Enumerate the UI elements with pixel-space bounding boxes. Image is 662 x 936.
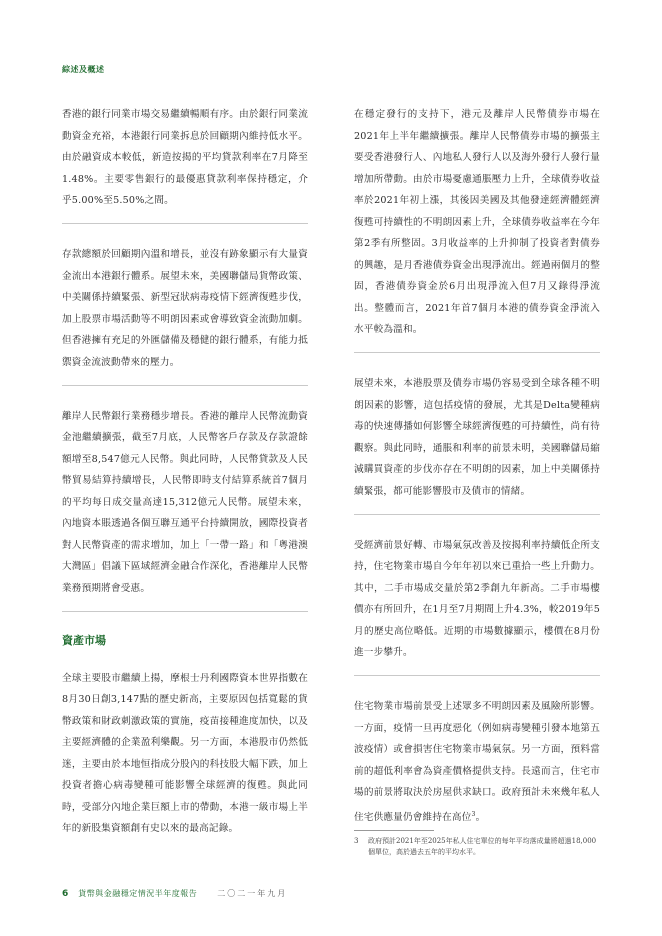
left-paragraph-3: 離岸人民幣銀行業務穩步增長。香港的離岸人民幣流動資金池繼續擴張，截至7月底，人民幣客戶存款及存款證餘額增至8,547億元人民幣。與此同時，人民幣貸款及人民幣貿易結算持續增長，人民幣即時支付結算系統首7個月的平均每日成交量高達15,312億元人民幣。展望未來，內地資本賬透過各個互聯互通平台持續開放，國際投資者對人民幣資產的需求增加，加上「一帶一路」和「粵港澳大灣區」倡議下區域經濟金融合作深化，香港離岸人民幣業務預期將會受惠。 — [62, 410, 308, 594]
right-column — [354, 104, 600, 850]
divider — [354, 352, 600, 353]
footnote-number: 3 — [354, 837, 359, 845]
right-paragraph-4: 住宅物業市場前景受上述眾多不明朗因素及風險所影響。一方面，疫情一旦再度惡化（例如病毒變種引發本地第五波疫情）或會損害住宅物業市場氣氛。另一方面，預料當前的超低利率會為資產價格提供支持。長遠而言，住宅市場的前景將取決於房屋供求缺口。政府預計未來幾年私人住宅供應量仍會維持在高位$^3$。 — [354, 701, 600, 823]
footnote-ref[interactable]: 3 — [471, 810, 476, 818]
divider — [354, 514, 600, 515]
right-paragraph-1: 在穩定發行的支持下，港元及離岸人民幣債券市場在2021年上半年繼續擴張。離岸人民幣債券市場的擴張主要受香港發行人、內地私人發行人以及海外發行人發行量增加所帶動。由於市場憂慮通脹壓力上升，全球債券收益率於2021年初上漲，其後因美國及其他發達經濟體經濟復甦可持續性的不明朗因素上升，全球債券收益率在今年第2季有所整固。3月收益率的上升抑制了投資者對債券的興趣，是月香港債券資金出現淨流出。經過兩個月的整固，香港債券資金於6月出現淨流入但7月又錄得淨流出。整體而言，2021年首7個月本港的債券資金淨流入水平較為溫和。 — [354, 109, 600, 335]
left-paragraph-1: 香港的銀行同業市場交易繼續暢順有序。由於銀行同業流動資金充裕，本港銀行同業拆息於回顧期內維持低水平。由於融資成本較低，新造按揭的平均貸款利率在7月降至1.48%。主要零售銀行的最優惠貸款利率保持穩定，介乎5.00%至5.50%之間。 — [62, 109, 308, 206]
divider — [62, 611, 308, 612]
section-tag: 綜述及概述 — [62, 65, 105, 74]
right-paragraph-2: 展望未來，本港股票及債券市場仍容易受到全球各種不明朗因素的影響，這包括疫情的發展，尤其是Delta變種病毒的快速傳播如何影響全球經濟復甦的可持續性，尚有待觀察。與此同時，通脹和利率的前景未明，美國聯儲局縮減購買資產的步伐亦存在不明朗的因素，加上中美關係持續緊張，都可能影響股市及債市的情緒。 — [354, 378, 600, 497]
divider — [62, 223, 308, 224]
right-paragraph-4-text: 住宅物業市場前景受上述眾多不明朗因素及風險所影響。一方面，疫情一旦再度惡化（例如病毒變種引發本地第五波疫情）或會損害住宅物業市場氣氛。另一方面，預料當前的超低利率會為資產價格提供支持。長遠而言，住宅市場的前景將取決於房屋供求缺口。政府預計未來幾年私人住宅供應量仍會維持在高位 — [354, 701, 600, 823]
left-paragraph-2: 存款總額於回顧期內溫和增長，並沒有跡象顯示有大量資金流出本港銀行體系。展望未來，美國聯儲局貨幣政策、中美關係持續緊張、新型冠狀病毒疫情下經濟復甦步伐，加上股票市場活動等不明朗因素或會導致資金流動加劇。但香港擁有充足的外匯儲備及穩健的銀行體系，有能力抵禦資金流波動帶來的壓力。 — [62, 249, 308, 368]
section-heading-asset-markets: 資產市場 — [62, 633, 106, 647]
divider — [354, 675, 600, 676]
divider — [62, 385, 308, 386]
footnote-rule — [354, 830, 434, 831]
footnote-text: 政府預計2021年至2025年私人住宅單位的每年平均落成量將超過18,000個單位，高於過去五年的平均水平。 — [368, 837, 597, 856]
left-paragraph-4: 全球主要股市繼續上揚，摩根士丹利國際資本世界指數在8月30日創3,147點的歷史新高，主要原因包括寬鬆的貨幣政策和財政刺激政策的實施，疫苗接種進度加快，以及主要經濟體的企業盈利樂觀。另一方面，本港股市仍然低迷，主要由於本地恒指成分股內的科技股大幅下跌，加上投資者擔心病毒變種可能影響全球經濟的復甦。與此同時，受部分內地企業巨額上市的帶動，本港一級市場上半年的新股集資額創有史以來的最高記錄。 — [62, 672, 308, 834]
report-date: 二〇二一年九月 — [217, 889, 288, 898]
footnote — [354, 836, 602, 858]
right-paragraph-3: 受經濟前景好轉、市場氣氛改善及按揭利率持續低企所支持，住宅物業市場自今年年初以來已重拾一些上升動力。其中，二手市場成交量於第2季創九年新高。二手市場樓價亦有所回升，在1月至7月期間上升4.3%，較2019年5月的歷史高位略低。近期的市場數據顯示，樓價在8月份進一步攀升。 — [354, 539, 600, 658]
page-footer — [62, 888, 287, 899]
page-number: 6 — [62, 889, 69, 899]
left-column — [62, 104, 308, 861]
report-title: 貨幣與金融穩定情況半年度報告 — [78, 889, 198, 898]
